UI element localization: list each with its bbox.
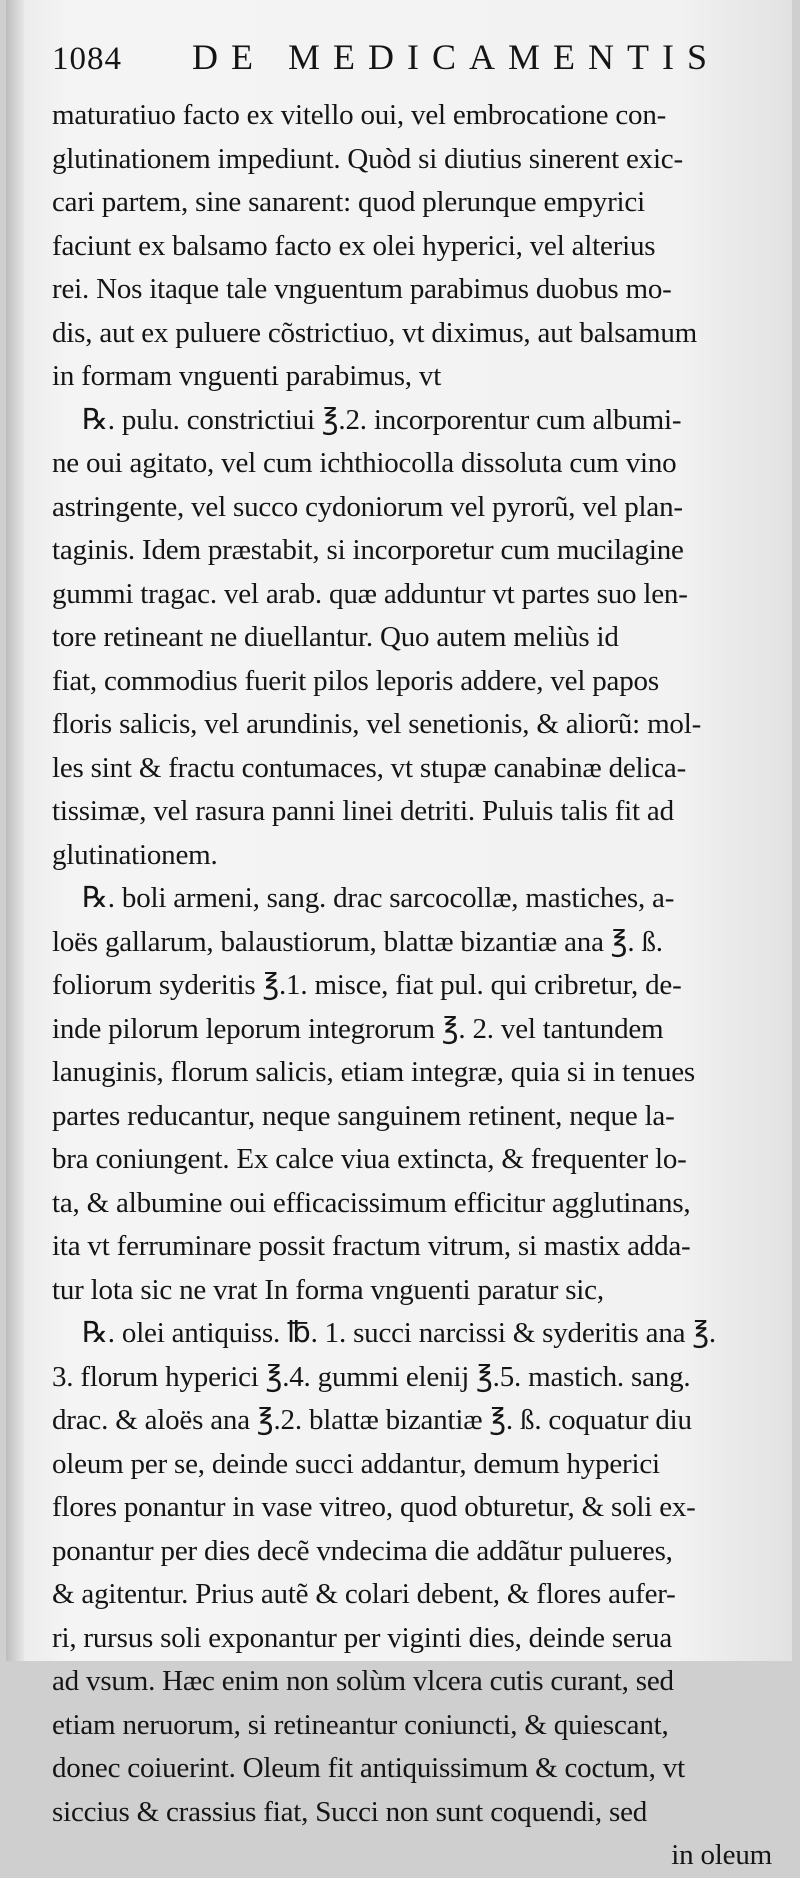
text-line: in formam vnguenti parabimus, vt — [52, 360, 442, 392]
text-line: ℞. pulu. constrictiui ℥.2. incorporentur cum albumi- — [82, 403, 682, 436]
text-line: donec coiuerint. Oleum fit antiquissimum & coctum, vt — [52, 1752, 685, 1784]
text-line: drac. & aloës ana ℥.2. blattæ bizantiæ ℥. ß. coquatur diu — [52, 1404, 692, 1436]
text-line: partes reducantur, neque sanguinem retinent, neque la- — [52, 1099, 675, 1132]
text-line: flores ponantur in vase vitreo, quod obturetur, & soli ex- — [52, 1491, 696, 1523]
text-line: ℞. olei antiquiss. ℔. 1. succi narcissi & syderitis ana ℥. — [82, 1317, 716, 1349]
text-line: 3. florum hyperici ℥.4. gummi elenij ℥.5. mastich. sang. — [52, 1360, 691, 1393]
text-line: foliorum syderitis ℥.1. misce, fiat pul. qui cribretur, de- — [52, 969, 682, 1001]
text-line: astringente, vel succo cydoniorum vel pyrorũ, vel plan- — [52, 490, 683, 523]
page-number: 1084 — [52, 41, 122, 77]
text-line: glutinationem impediunt. Quòd si diutius sinerent exic- — [52, 142, 683, 175]
text-line: gummi tragac. vel arab. quæ adduntur vt partes suo len- — [52, 577, 688, 610]
text-line: etiam neruorum, si retineantur coniuncti, & quiescant, — [52, 1708, 669, 1741]
text-line: ponantur per dies decẽ vndecima die addãtur pulueres, — [52, 1534, 673, 1567]
text-line: inde pilorum leporum integrorum ℥. 2. vel tantundem — [52, 1012, 664, 1045]
text-line: dis, aut ex puluere cõstrictiuo, vt diximus, aut balsamum — [52, 316, 698, 349]
text-line: oleum per se, deinde succi addantur, demum hyperici — [52, 1447, 660, 1480]
text-line: tissimæ, vel rasura panni linei detriti. Puluis talis fit ad — [52, 795, 674, 827]
text-line: ri, rursus soli exponantur per viginti dies, deinde serua — [52, 1621, 673, 1654]
running-head: DE MEDICAMENTIS — [192, 37, 720, 77]
text-line: & agitentur. Prius autẽ & colari debent, & flores aufer- — [52, 1578, 676, 1610]
text-line: bra coniungent. Ex calce viua extincta, & frequenter lo- — [52, 1143, 687, 1175]
page-gutter-shadow — [6, 0, 24, 1661]
catchword: in oleum — [671, 1839, 772, 1871]
text-line: tur lota sic ne vrat In forma vnguenti paratur sic, — [52, 1273, 604, 1306]
body-text — [52, 94, 778, 1834]
text-line: faciunt ex balsamo facto ex olei hyperici, vel alterius — [52, 229, 656, 262]
text-line: ad vsum. Hæc enim non solùm vlcera cutis curant, sed — [52, 1665, 674, 1697]
text-line: siccius & crassius fiat, Succi non sunt coquendi, sed — [52, 1795, 648, 1828]
text-line: les sint & fractu contumaces, vt stupæ canabinæ delica- — [52, 751, 687, 784]
text-line: cari partem, sine sanarent: quod plerunque empyrici — [52, 186, 645, 218]
text-line: floris salicis, vel arundinis, vel senetionis, & aliorũ: mol- — [52, 708, 702, 740]
text-line: maturatiuo facto ex vitello oui, vel embrocatione con- — [52, 99, 667, 131]
text-line: rei. Nos itaque tale vnguentum parabimus duobus mo- — [52, 273, 672, 305]
text-line: ℞. boli armeni, sang. drac sarcocollæ, mastiches, a- — [82, 882, 675, 914]
page-header — [52, 36, 778, 94]
text-line: glutinationem. — [52, 838, 218, 871]
text-line: tore retineant ne diuellantur. Quo autem meliùs id — [52, 621, 619, 653]
text-line: ne oui agitato, vel cum ichthiocolla dissoluta cum vino — [52, 447, 677, 479]
text-line: taginis. Idem præstabit, si incorporetur cum mucilagine — [52, 534, 684, 566]
text-line: ta, & albumine oui efficacissimum efficitur agglutinans, — [52, 1186, 691, 1219]
text-line: loës gallarum, balaustiorum, blattæ bizantiæ ana ℥. ß. — [52, 925, 663, 958]
text-line: fiat, commodius fuerit pilos leporis addere, vel papos — [52, 664, 659, 697]
book-page — [6, 0, 792, 1871]
text-line: ita vt ferruminare possit fractum vitrum, si mastix adda- — [52, 1230, 691, 1262]
text-line: lanuginis, florum salicis, etiam integræ, quia si in tenues — [52, 1056, 696, 1088]
